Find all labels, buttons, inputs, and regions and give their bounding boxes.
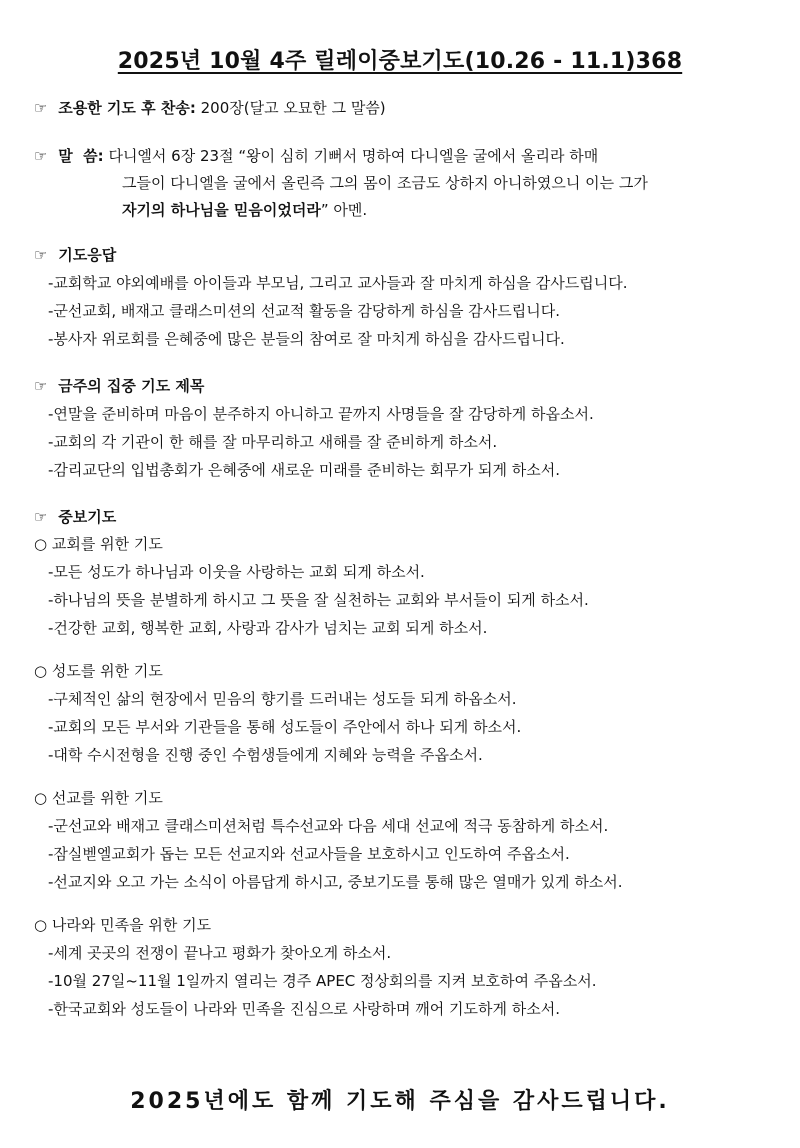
focus-heading: 금주의 집중 기도 제목	[58, 377, 205, 395]
scripture-text-3-rest: ” 아멘.	[320, 201, 368, 219]
list-item: -10월 27일~11월 1일까지 열리는 경주 APEC 정상회의를 지켜 보호하여 주옵소서.	[48, 972, 597, 990]
list-item: -교회의 모든 부서와 기관들을 통해 성도들이 주안에서 하나 되게 하소서.	[48, 718, 522, 736]
list-item: -감리교단의 입법총회가 은혜중에 새로운 미래를 준비하는 회무가 되게 하소서.	[48, 461, 561, 479]
focus-heading-line	[34, 376, 204, 396]
list-item: -군선교회, 배재고 클래스미션의 선교적 활동을 감당하게 하심을 감사드립니다.	[48, 302, 561, 320]
answers-heading-line	[34, 245, 116, 265]
list-item: -연말을 준비하며 마음이 분주하지 아니하고 끝까지 사명들을 잘 감당하게 하옵소서.	[48, 405, 594, 423]
group-title-nation: ○ 나라와 민족을 위한 기도	[34, 916, 212, 934]
scripture-text-3-bold: 자기의 하나님을 믿음이었더라	[122, 201, 321, 219]
intercession-heading: 중보기도	[58, 508, 117, 526]
scripture-text-2: 그들이 다니엘을 굴에서 올린즉 그의 몸이 조금도 상하지 아니하였으니 이는 그가	[122, 174, 648, 192]
list-item: -교회의 각 기관이 한 해를 잘 마무리하고 새해를 잘 준비하게 하소서.	[48, 433, 498, 451]
answers-heading: 기도응답	[58, 246, 117, 264]
list-item: -하나님의 뜻을 분별하게 하시고 그 뜻을 잘 실천하는 교회와 부서들이 되게 하소서.	[48, 591, 589, 609]
list-item: -대학 수시전형을 진행 중인 수험생들에게 지혜와 능력을 주옵소서.	[48, 746, 483, 764]
scripture-line-3	[122, 200, 367, 220]
list-item: -잠실벧엘교회가 돕는 모든 선교지와 선교사들을 보호하시고 인도하여 주옵소서.	[48, 845, 570, 863]
group-title-saints: ○ 성도를 위한 기도	[34, 662, 163, 680]
closing-message: 2025년에도 함께 기도해 주심을 감사드립니다.	[130, 1089, 670, 1114]
list-item: -선교지와 오고 가는 소식이 아름답게 하시고, 중보기도를 통해 많은 열매가 있게 하소서.	[48, 873, 623, 891]
pointing-hand-icon: ☞	[34, 99, 48, 117]
hymn-label: 조용한 기도 후 찬송:	[58, 99, 196, 117]
list-item: -건강한 교회, 행복한 교회, 사랑과 감사가 넘치는 교회 되게 하소서.	[48, 619, 488, 637]
hymn-value: 200장(달고 오묘한 그 말씀)	[200, 99, 386, 117]
hymn-line	[34, 98, 386, 118]
list-item: -한국교회와 성도들이 나라와 민족을 진심으로 사랑하며 깨어 기도하게 하소서.	[48, 1000, 561, 1018]
group-title-church: ○ 교회를 위한 기도	[34, 535, 163, 553]
scripture-text-1: 다니엘서 6장 23절 “왕이 심히 기뻐서 명하여 다니엘을 굴에서 올리라 하매	[108, 147, 599, 165]
page-title: 2025년 10월 4주 릴레이중보기도(10.26 - 11.1)368	[117, 49, 683, 74]
list-item: -군선교와 배재고 클래스미션처럼 특수선교와 다음 세대 선교에 적극 동참하게 하소서.	[48, 817, 609, 835]
scripture-label: 말 씀:	[58, 147, 104, 165]
list-item: -세계 곳곳의 전쟁이 끝나고 평화가 찾아오게 하소서.	[48, 944, 392, 962]
group-title-mission: ○ 선교를 위한 기도	[34, 789, 163, 807]
intercession-heading-line	[34, 507, 116, 527]
list-item: -교회학교 야외예배를 아이들과 부모님, 그리고 교사들과 잘 마치게 하심을 감사드립니다.	[48, 274, 628, 292]
list-item: -모든 성도가 하나님과 이웃을 사랑하는 교회 되게 하소서.	[48, 563, 425, 581]
scripture-line-1	[34, 146, 598, 166]
pointing-hand-icon: ☞	[34, 508, 48, 526]
pointing-hand-icon: ☞	[34, 246, 48, 264]
pointing-hand-icon: ☞	[34, 147, 48, 165]
list-item: -봉사자 위로회를 은혜중에 많은 분들의 참여로 잘 마치게 하심을 감사드립니다.	[48, 330, 565, 348]
pointing-hand-icon: ☞	[34, 377, 48, 395]
list-item: -구체적인 삶의 현장에서 믿음의 향기를 드러내는 성도들 되게 하옵소서.	[48, 690, 517, 708]
